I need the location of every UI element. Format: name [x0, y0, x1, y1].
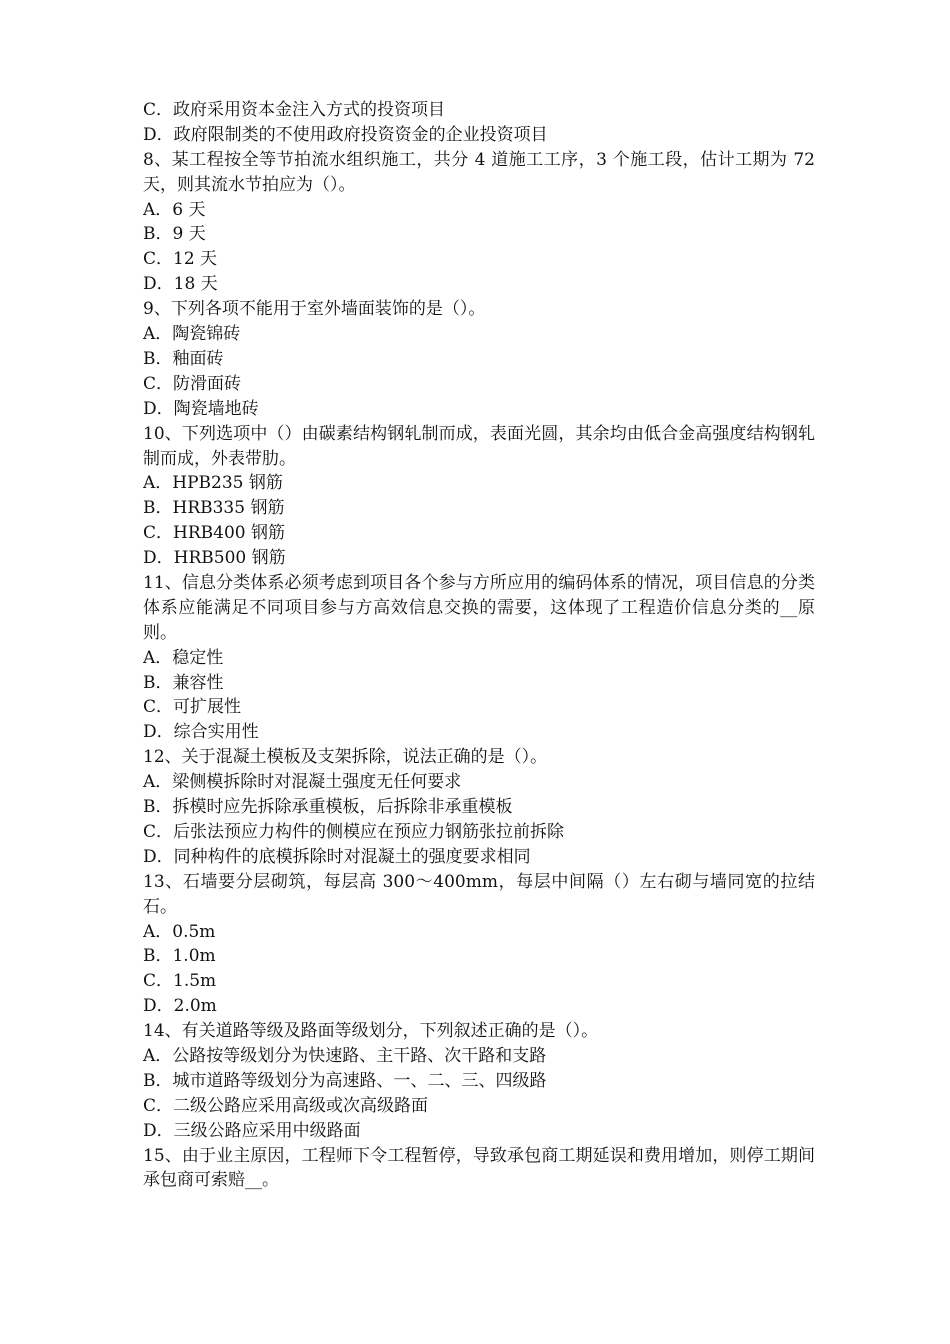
text-line: 14、有关道路等级及路面等级划分，下列叙述正确的是（）。 — [143, 1021, 599, 1042]
text-line: 10、下列选项中（）由碳素结构钢轧制而成，表面光圆，其余均由低合金高强度结构钢轧制而成，外表带肋。 — [143, 423, 815, 469]
text-line: B．HRB335 钢筋 — [143, 498, 285, 519]
text-line: C．12 天 — [143, 249, 218, 270]
text-line: 15、由于业主原因，工程师下令工程暂停，导致承包商工期延误和费用增加，则停工期间承包商可索赔__。 — [143, 1145, 815, 1191]
text-line: 12、关于混凝土模板及支架拆除，说法正确的是（）。 — [143, 747, 548, 768]
document-page — [143, 98, 815, 1193]
text-line: 9、下列各项不能用于室外墙面装饰的是（）。 — [143, 299, 486, 320]
text-line: A．0.5m — [143, 921, 216, 942]
text-line: D．18 天 — [143, 274, 218, 295]
text-line: C．二级公路应采用高级或次高级路面 — [143, 1095, 429, 1116]
text-line: A．HPB235 钢筋 — [143, 473, 283, 494]
text-line: C．政府采用资本金注入方式的投资项目 — [143, 100, 446, 120]
text-line: D．2.0m — [143, 996, 217, 1017]
text-line: C．可扩展性 — [143, 697, 242, 718]
text-line: B．城市道路等级划分为高速路、一、二、三、四级路 — [143, 1070, 547, 1091]
text-line: A．公路按等级划分为快速路、主干路、次干路和支路 — [143, 1045, 547, 1066]
text-line: C．后张法预应力构件的侧模应在预应力钢筋张拉前拆除 — [143, 821, 565, 842]
text-line: C．HRB400 钢筋 — [143, 523, 285, 544]
text-line: C．防滑面砖 — [143, 373, 242, 394]
text-line: D．三级公路应采用中级路面 — [143, 1120, 361, 1141]
text-line: D．陶瓷墙地砖 — [143, 398, 259, 419]
text-line: B．兼容性 — [143, 672, 224, 693]
text-line: 11、信息分类体系必须考虑到项目各个参与方所应用的编码体系的情况，项目信息的分类体系应能满足不同项目参与方高效信息交换的需要，这体现了工程造价信息分类的__原则。 — [143, 572, 815, 643]
text-line: D．政府限制类的不使用政府投资资金的企业投资项目 — [143, 124, 548, 145]
text-line: 8、某工程按全等节拍流水组织施工，共分 4 道施工工序，3 个施工段，估计工期为 72 天，则其流水节拍应为（）。 — [143, 149, 815, 195]
text-line: A．陶瓷锦砖 — [143, 324, 241, 345]
text-line: B．釉面砖 — [143, 348, 224, 369]
text-line: A．稳定性 — [143, 647, 224, 668]
text-line: D．综合实用性 — [143, 722, 259, 743]
text-line: D．同种构件的底模拆除时对混凝土的强度要求相同 — [143, 846, 531, 867]
text-line: B．1.0m — [143, 946, 216, 967]
text-line: B．9 天 — [143, 224, 206, 245]
text-line: A．6 天 — [143, 199, 206, 220]
text-line: A．梁侧模拆除时对混凝土强度无任何要求 — [143, 772, 462, 793]
text-line: D．HRB500 钢筋 — [143, 548, 286, 569]
text-line: C．1.5m — [143, 971, 217, 992]
text-line: B．拆模时应先拆除承重模板，后拆除非承重模板 — [143, 797, 513, 818]
text-line: 13、石墙要分层砌筑，每层高 300～400mm，每层中间隔（）左右砌与墙同宽的拉结石。 — [143, 871, 815, 917]
